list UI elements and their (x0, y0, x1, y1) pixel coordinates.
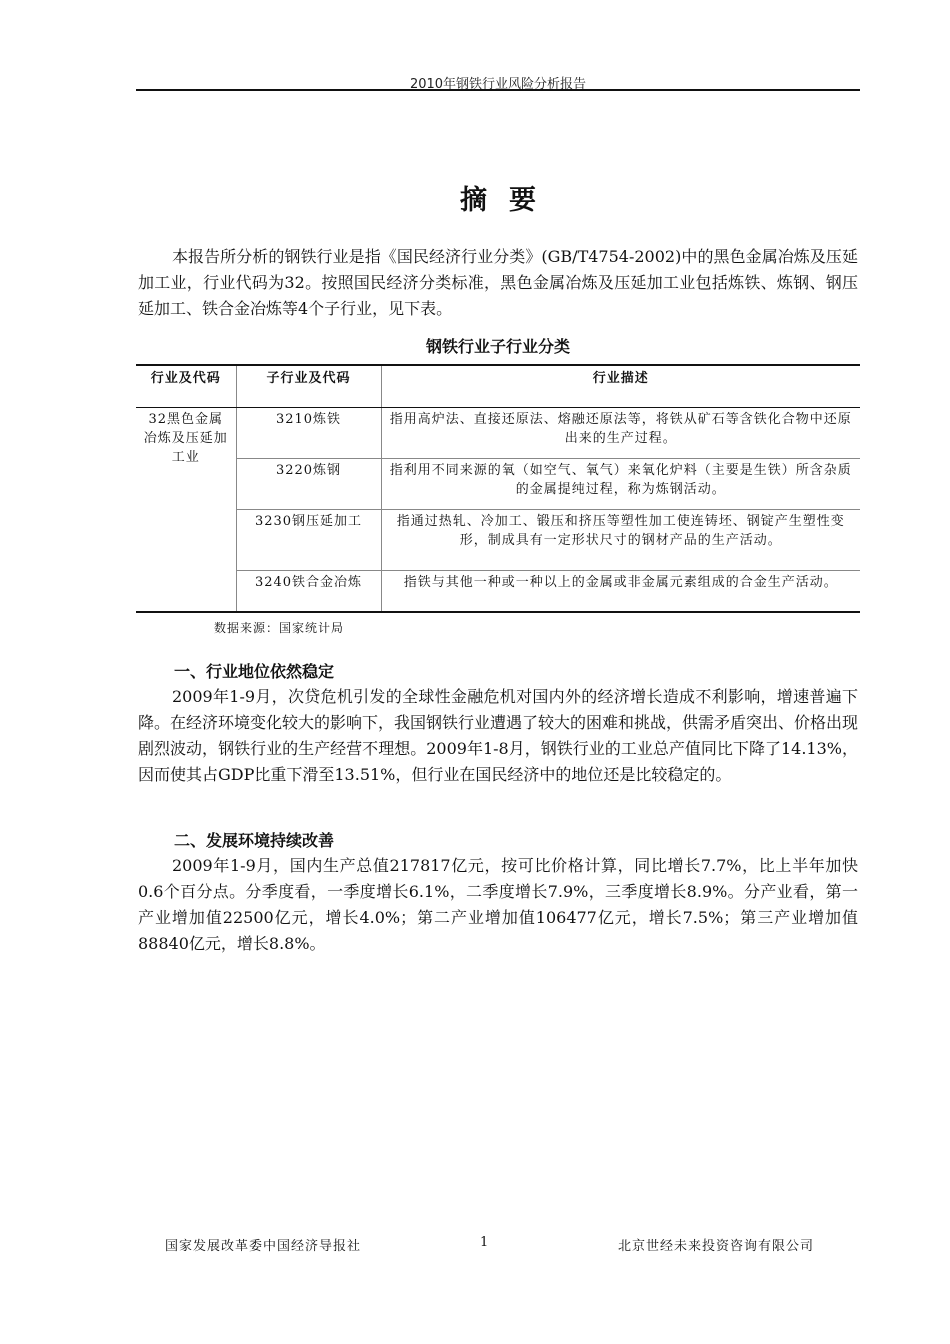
header-industry-code: 行业及代码 (136, 365, 236, 408)
subindustry-code-cell: 3220炼钢 (236, 459, 381, 510)
table-row (136, 459, 860, 510)
subindustry-code-cell: 3240铁合金冶炼 (236, 571, 381, 613)
section2-heading: 二、发展环境持续改善 (174, 831, 335, 850)
table-row (136, 571, 860, 613)
table-row (136, 408, 860, 459)
header-subindustry-code: 子行业及代码 (236, 365, 381, 408)
table-title: 钢铁行业子行业分类 (425, 337, 570, 356)
document-title: 摘要 (460, 185, 558, 216)
description-cell: 指通过热轧、冷加工、锻压和挤压等塑性加工使连铸坯、钢锭产生塑性变形，制成具有一定形状尺寸的钢材产品的生产活动。 (381, 510, 860, 571)
page-number: 1 (480, 1235, 490, 1250)
table-source-note: 数据来源：国家统计局 (214, 621, 345, 635)
table-row (136, 510, 860, 571)
subindustry-code-cell: 3230钢压延加工 (236, 510, 381, 571)
description-cell: 指铁与其他一种或一种以上的金属或非金属元素组成的合金生产活动。 (381, 571, 860, 613)
subindustry-table (136, 364, 860, 613)
description-cell: 指用高炉法、直接还原法、熔融还原法等，将铁从矿石等含铁化合物中还原出来的生产过程。 (381, 408, 860, 459)
subindustry-code-cell: 3210炼铁 (236, 408, 381, 459)
running-header: 2010年钢铁行业风险分析报告 (409, 77, 587, 92)
header-description: 行业描述 (381, 365, 860, 408)
section1-paragraph: 2009年1-9月，次贷危机引发的全球性金融危机对国内外的经济增长造成不利影响，增速普遍下降。在经济环境变化较大的影响下，我国钢铁行业遭遇了较大的困难和挑战，供需矛盾突出、价格出现剧烈波动，钢铁行业的生产经营不理想。2009年1-8月，钢铁行业的工业总产值同比下降了14.13%，因而使其占GDP比重下滑至13.51%，但行业在国民经济中的地位还是比较稳定的。 (138, 687, 859, 784)
footer-publisher: 国家发展改革委中国经济导报社 (165, 1239, 362, 1254)
header-rule (136, 89, 860, 91)
industry-cell: 32黑色金属冶炼及压延加工业 (136, 408, 236, 613)
description-cell: 指利用不同来源的氧（如空气、氧气）来氧化炉料（主要是生铁）所含杂质的金属提纯过程，称为炼钢活动。 (381, 459, 860, 510)
footer-company: 北京世经未来投资咨询有限公司 (618, 1239, 815, 1254)
table-header-row (136, 365, 860, 408)
section2-paragraph: 2009年1-9月，国内生产总值217817亿元，按可比价格计算，同比增长7.7%，比上半年加快0.6个百分点。分季度看，一季度增长6.1%，二季度增长7.9%，三季度增长8.9%。分产业看，第一产业增加值22500亿元，增长4.0%；第二产业增加值106477亿元，增长7.5%；第三产业增加值88840亿元，增长8.8%。 (138, 856, 858, 953)
intro-paragraph: 本报告所分析的钢铁行业是指《国民经济行业分类》(GB/T4754-2002)中的黑色金属冶炼及压延加工业，行业代码为32。按照国民经济分类标准，黑色金属冶炼及压延加工业包括炼铁、炼钢、钢压延加工、铁合金冶炼等4个子行业，见下表。 (138, 247, 858, 318)
section1-heading: 一、行业地位依然稳定 (174, 662, 335, 681)
